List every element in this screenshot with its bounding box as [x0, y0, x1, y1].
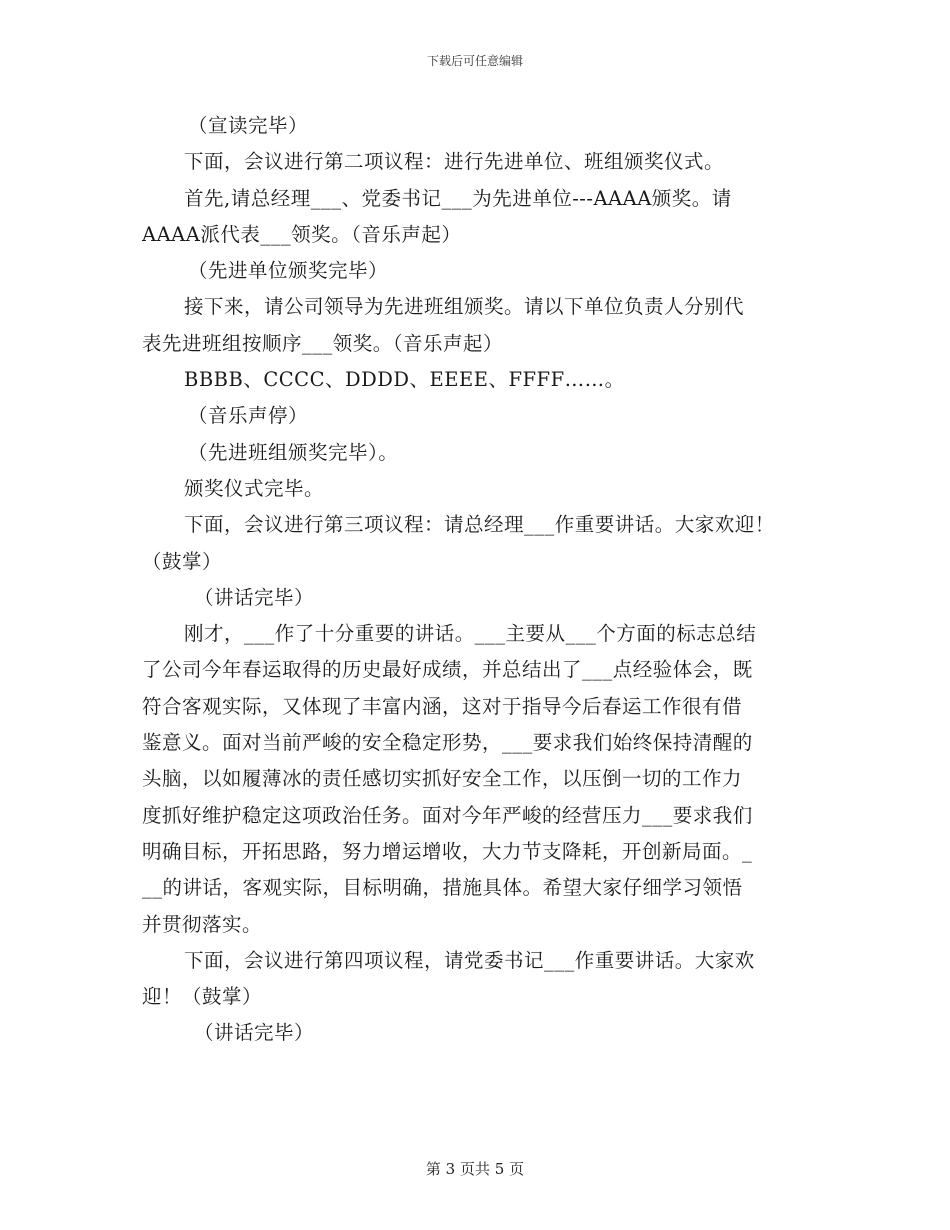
paragraph-line: 明确目标，开拓思路，努力增运增收，大力节支降耗，开创新局面。_ — [142, 839, 753, 863]
paragraph-line: 下面，会议进行第二项议程：进行先进单位、班组颁奖仪式。 — [184, 150, 725, 174]
paragraph-line: （先进单位颁奖完毕） — [188, 259, 389, 283]
paragraph-line: 了公司今年春运取得的历史最好成绩，并总结出了___点经验体会，既 — [142, 658, 753, 682]
paragraph-line: 颁奖仪式完毕。 — [184, 476, 325, 500]
paragraph-line: 首先,请总经理___、党委书记___为先进单位---AAAA颁奖。请 — [184, 186, 732, 210]
paragraph-line: （讲话完毕） — [194, 1021, 315, 1045]
page-header: 下载后可任意编辑 — [426, 54, 523, 68]
paragraph-line: 鉴意义。面对当前严峻的安全稳定形势，___要求我们始终保持清醒的 — [142, 731, 753, 755]
paragraph-line: 刚才，___作了十分重要的讲话。___主要从___个方面的标志总结 — [184, 622, 757, 646]
paragraph-line: 并贯彻落实。 — [142, 912, 263, 936]
paragraph-line: 度抓好维护稳定这项政治任务。面对今年严峻的经营压力___要求我们 — [142, 803, 753, 827]
paragraph-line: （音乐声停） — [188, 404, 309, 428]
paragraph-line: __的讲话，客观实际，目标明确，措施具体。希望大家仔细学习领悟 — [142, 876, 743, 900]
paragraph-line: （先进班组颁奖完毕）。 — [188, 440, 399, 464]
paragraph-line: 下面，会议进行第四项议程，请党委书记___作重要讲话。大家欢 — [184, 948, 755, 972]
paragraph-line: AAAA派代表___领奖。（音乐声起） — [142, 222, 462, 246]
paragraph-line: 下面，会议进行第三项议程：请总经理___作重要讲话。大家欢迎！ — [184, 513, 775, 537]
paragraph-line: （宣读完毕） — [188, 114, 309, 137]
paragraph-line: BBBB、CCCC、DDDD、EEEE、FFFF……。 — [184, 368, 625, 392]
paragraph-line: （讲话完毕） — [194, 585, 315, 609]
paragraph-line: 表先进班组按顺序___领奖。（音乐声起） — [142, 331, 504, 355]
paragraph-line: 符合客观实际，又体现了丰富内涵，这对于指导今后春运工作很有借 — [142, 694, 743, 718]
paragraph-line: 迎！（鼓掌） — [142, 985, 263, 1009]
page-number: 第 3 页共 5 页 — [425, 1160, 525, 1178]
document-body — [142, 108, 810, 1052]
paragraph-line: 头脑，以如履薄冰的责任感切实抓好安全工作，以压倒一切的工作力 — [142, 767, 743, 791]
paragraph-line: 接下来，请公司领导为先进班组颁奖。请以下单位负责人分别代 — [184, 295, 745, 319]
paragraph-line: （鼓掌） — [142, 549, 223, 573]
